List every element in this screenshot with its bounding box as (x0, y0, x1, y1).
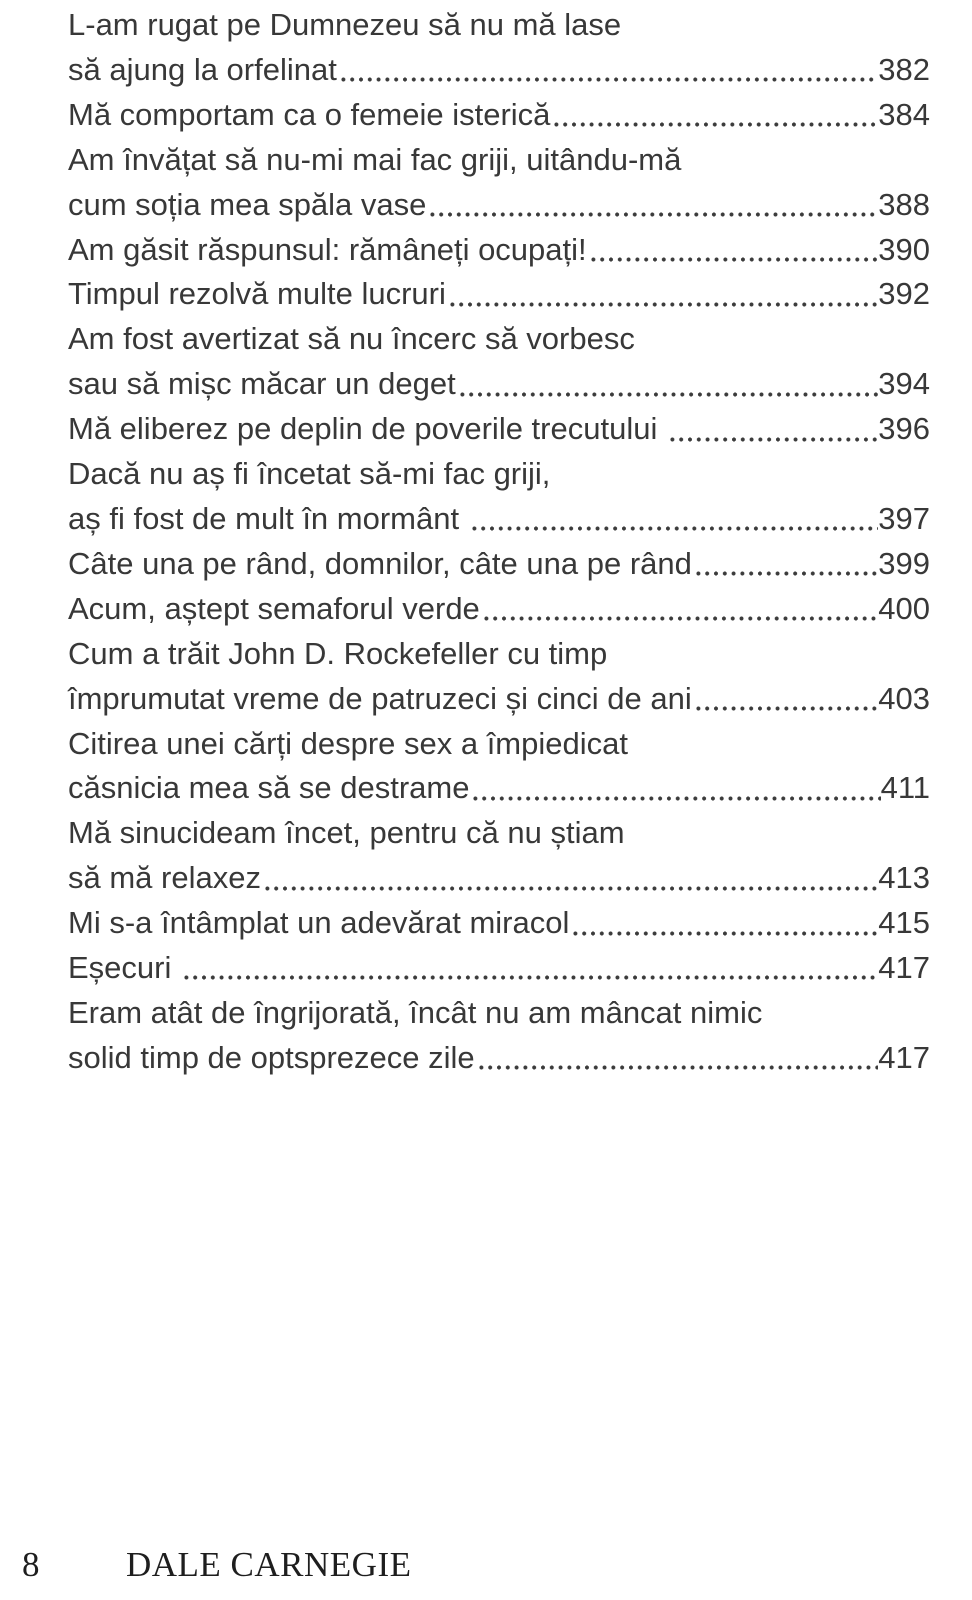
toc-entry-title: Eșecuri (68, 950, 180, 986)
toc-entry-title: Mă sinucideam încet, pentru că nu știam (68, 815, 625, 851)
toc-line (68, 587, 930, 632)
dot-leader (668, 407, 878, 452)
toc-line (68, 317, 930, 362)
toc-entry-title: Am găsit răspunsul: rămâneți ocupați! (68, 231, 587, 267)
toc-page-number: 413 (878, 860, 930, 896)
dot-leader (477, 1036, 879, 1081)
toc-entry-title: Dacă nu aș fi încetat să-mi fac griji, (68, 456, 551, 492)
toc-entry (68, 93, 930, 138)
toc-line (68, 3, 930, 48)
toc-page-number: 417 (878, 1039, 930, 1075)
toc-line (68, 856, 930, 901)
toc-entry (68, 452, 930, 542)
toc-page-number: 399 (878, 545, 930, 581)
toc-entry (68, 317, 930, 407)
dot-leader (694, 542, 878, 587)
toc-entry-title: să mă relaxez (68, 860, 261, 896)
toc-line (68, 632, 930, 677)
toc-entry (68, 138, 930, 228)
toc-entry-title: Citirea unei cărți despre sex a împiedicat (68, 725, 628, 761)
toc-page-number: 388 (878, 186, 930, 222)
toc-entry (68, 946, 930, 991)
toc-line (68, 272, 930, 317)
toc-line (68, 542, 930, 587)
page-footer (0, 1543, 972, 1589)
toc-page-number: 415 (878, 905, 930, 941)
toc-entry (68, 587, 930, 632)
toc-entry-title: Am învățat să nu-mi mai fac griji, uitându-mă (68, 141, 682, 177)
toc-line (68, 183, 930, 228)
toc-page-number: 400 (878, 590, 930, 626)
dot-leader (552, 93, 878, 138)
toc-page-number: 417 (878, 950, 930, 986)
toc-entry-title: Mă comportam ca o femeie isterică (68, 96, 551, 132)
toc-entry-title: Câte una pe rând, domnilor, câte una pe rând (68, 545, 692, 581)
toc-entry (68, 3, 930, 93)
toc-line (68, 362, 930, 407)
dot-leader (448, 272, 878, 317)
toc-line (68, 991, 930, 1036)
table-of-contents (68, 3, 930, 1081)
page-number: 8 (22, 1545, 40, 1584)
toc-entry-title: Mă eliberez pe deplin de poverile trecutului (68, 411, 666, 447)
toc-page-number: 382 (878, 51, 930, 87)
toc-entry (68, 901, 930, 946)
toc-page-number: 411 (880, 770, 930, 806)
toc-page-number: 392 (878, 276, 930, 312)
toc-entry-title: Am fost avertizat să nu încerc să vorbesc (68, 321, 635, 357)
toc-line (68, 228, 930, 273)
toc-entry-title: Cum a trăit John D. Rockefeller cu timp (68, 635, 608, 671)
dot-leader (182, 946, 878, 991)
toc-entry-title: Eram atât de îngrijorată, încât nu am mâncat nimic (68, 994, 763, 1030)
toc-line (68, 452, 930, 497)
dot-leader (470, 497, 879, 542)
toc-entry-title: Acum, aștept semaforul verde (68, 590, 480, 626)
toc-entry (68, 991, 930, 1081)
toc-page-number: 390 (878, 231, 930, 267)
dot-leader (589, 228, 879, 273)
toc-entry (68, 542, 930, 587)
toc-entry (68, 407, 930, 452)
toc-line (68, 722, 930, 767)
toc-line (68, 497, 930, 542)
toc-entry (68, 272, 930, 317)
toc-entry-title: Mi s-a întâmplat un adevărat miracol (68, 905, 570, 941)
toc-line (68, 407, 930, 452)
toc-page-number: 384 (878, 96, 930, 132)
toc-page-number: 397 (878, 500, 930, 536)
toc-line (68, 766, 930, 811)
dot-leader (482, 587, 878, 632)
toc-line (68, 811, 930, 856)
dot-leader (428, 183, 878, 228)
toc-line (68, 1036, 930, 1081)
toc-entry (68, 632, 930, 722)
dot-leader (458, 362, 879, 407)
toc-line (68, 946, 930, 991)
toc-page-number: 394 (878, 366, 930, 402)
toc-page-number: 403 (878, 680, 930, 716)
toc-line (68, 677, 930, 722)
toc-entry-title: să ajung la orfelinat (68, 51, 337, 87)
toc-entry-title: L-am rugat pe Dumnezeu să nu mă lase (68, 7, 622, 42)
toc-entry-title: solid timp de optsprezece zile (68, 1039, 475, 1075)
toc-line (68, 901, 930, 946)
dot-leader (694, 677, 879, 722)
dot-leader (339, 48, 878, 93)
toc-entry (68, 228, 930, 273)
toc-entry-title: Timpul rezolvă multe lucruri (68, 276, 446, 312)
toc-entry-title: aș fi fost de mult în mormânt (68, 500, 468, 536)
toc-entry (68, 722, 930, 812)
toc-line (68, 138, 930, 183)
toc-entry-title: cum soția mea spăla vase (68, 186, 427, 222)
toc-entry-title: sau să mișc măcar un deget (68, 366, 456, 402)
dot-leader (263, 856, 878, 901)
toc-line (68, 48, 930, 93)
running-title: DALE CARNEGIE (126, 1545, 412, 1584)
dot-leader (571, 901, 878, 946)
dot-leader (471, 766, 880, 811)
toc-entry-title: căsnicia mea să se destrame (68, 770, 470, 806)
toc-page-number: 396 (878, 411, 930, 447)
toc-line (68, 93, 930, 138)
toc-entry (68, 811, 930, 901)
toc-entry-title: împrumutat vreme de patruzeci și cinci de ani (68, 680, 692, 716)
